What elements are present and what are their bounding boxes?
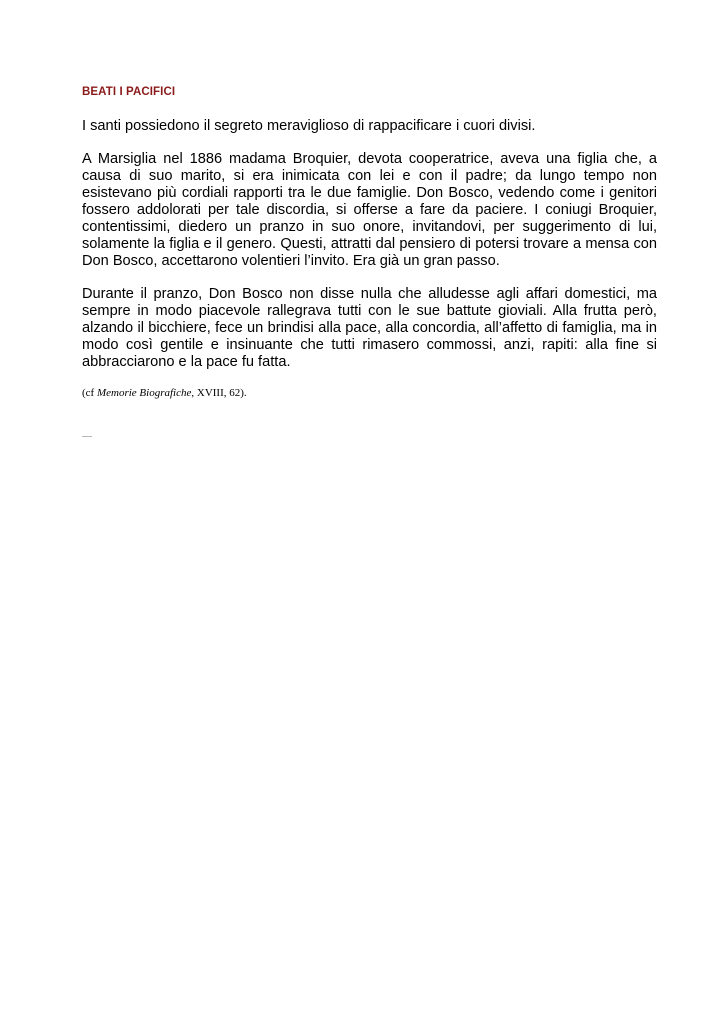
citation-prefix: (cf (82, 387, 97, 399)
footnote-separator (82, 436, 92, 437)
citation-work: Memorie Biografiche (96, 387, 192, 399)
paragraph-marsiglia: A Marsiglia nel 1886 madama Broquier, devota cooperatrice, aveva una figlia che, a causa di suo marito, si era inimicata con lei e con il padre; da lungo tempo non esistevano più cordiali rapporti tra le due famiglie. Don Bosco, vedendo come i genitori fossero addolorati per tale discordia, si offerse a fare da paciere. I coniugi Broquier, contentissimi, diedero un pranzo in suo onore, invitandovi, per suggerimento di lui, solamente la figlia e il genero. Questi, attratti dal pensiero di potersi trovare a mensa con Don Bosco, accettarono volentieri l’invito. Era già un gran passo. (82, 151, 657, 269)
paragraph-intro: I santi possiedono il segreto meraviglioso di rappacificare i cuori divisi. (82, 118, 536, 134)
citation-suffix: , XVIII, 62). (191, 387, 247, 399)
paragraph-pranzo: Durante il pranzo, Don Bosco non disse nulla che alludesse agli affari domestici, ma sempre in modo piacevole rallegrava tutti con le sue battute gioviali. Alla frutta però, alzando il bicchiere, fece un brindisi alla pace, alla concordia, all’affetto di famiglia, ma in modo così gentile e insinuante che tutti rimasero commossi, anzi, rapiti: alla fine si abbracciarono e la pace fu fatta. (82, 286, 657, 370)
citation (82, 387, 247, 399)
document-title: BEATI I PACIFICI (82, 86, 176, 98)
